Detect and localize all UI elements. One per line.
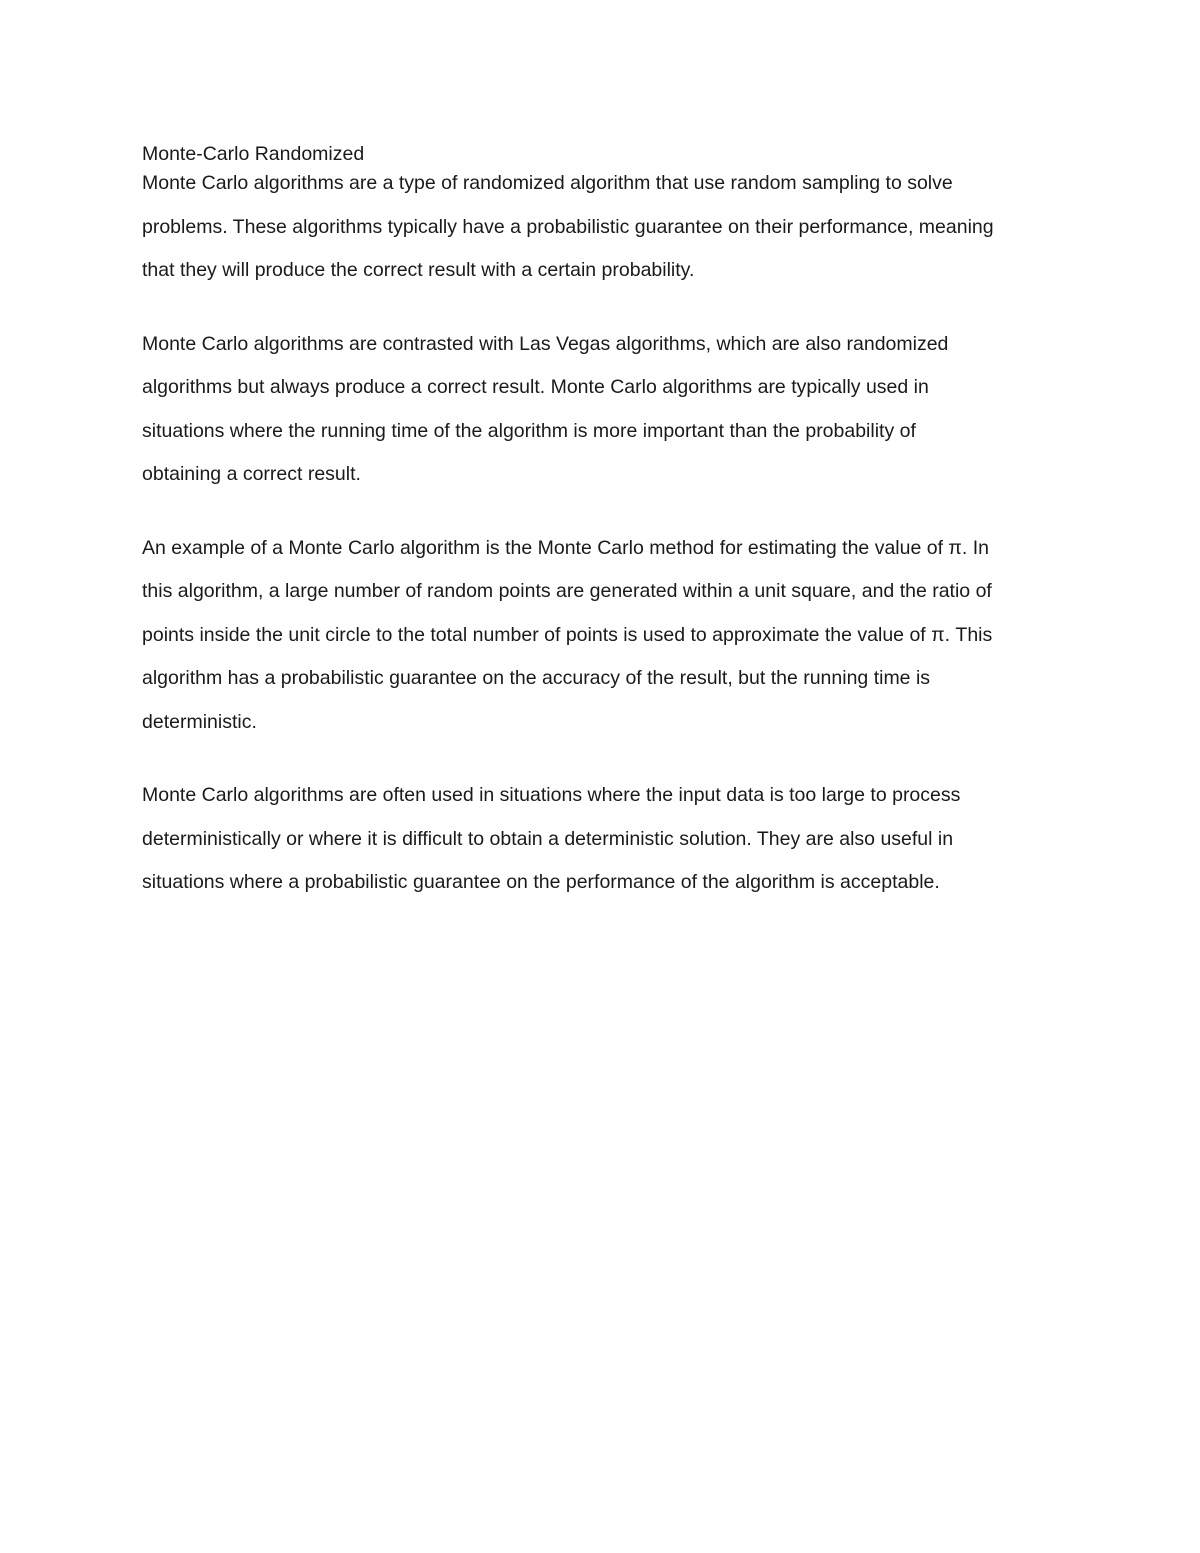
- paragraph-2: [142, 323, 1062, 497]
- paragraph-3: [142, 527, 1062, 745]
- text-line: that they will produce the correct result with a certain probability.: [142, 259, 695, 281]
- text-line: algorithms but always produce a correct result. Monte Carlo algorithms are typically used in: [142, 376, 929, 398]
- document-title: Monte-Carlo Randomized: [142, 143, 365, 165]
- text-line: points inside the unit circle to the total number of points is used to approximate the value of π. This: [142, 623, 993, 646]
- text-line: deterministic.: [142, 710, 257, 733]
- document-body: [142, 141, 1062, 905]
- text-line: algorithm has a probabilistic guarantee on the accuracy of the result, but the running time is: [142, 667, 931, 689]
- text-line: this algorithm, a large number of random points are generated within a unit square, and the ratio of: [142, 580, 992, 602]
- text-line: Monte Carlo algorithms are contrasted with Las Vegas algorithms, which are also randomized: [142, 332, 949, 355]
- text-line: deterministically or where it is difficult to obtain a deterministic solution. They are also useful in: [142, 827, 954, 850]
- text-line: situations where the running time of the algorithm is more important than the probability of: [142, 419, 916, 442]
- text-line: Monte Carlo algorithms are a type of randomized algorithm that use random sampling to solve: [142, 172, 953, 194]
- paragraph-1: [142, 162, 1062, 293]
- text-line: Monte Carlo algorithms are often used in situations where the input data is too large to process: [142, 784, 961, 806]
- text-line: situations where a probabilistic guarantee on the performance of the algorithm is acceptable.: [142, 871, 940, 893]
- text-line: problems. These algorithms typically have a probabilistic guarantee on their performance, meaning: [142, 215, 994, 238]
- text-line: An example of a Monte Carlo algorithm is the Monte Carlo method for estimating the value of π. In: [142, 536, 989, 559]
- paragraph-4: [142, 774, 1062, 905]
- text-line: obtaining a correct result.: [142, 463, 361, 485]
